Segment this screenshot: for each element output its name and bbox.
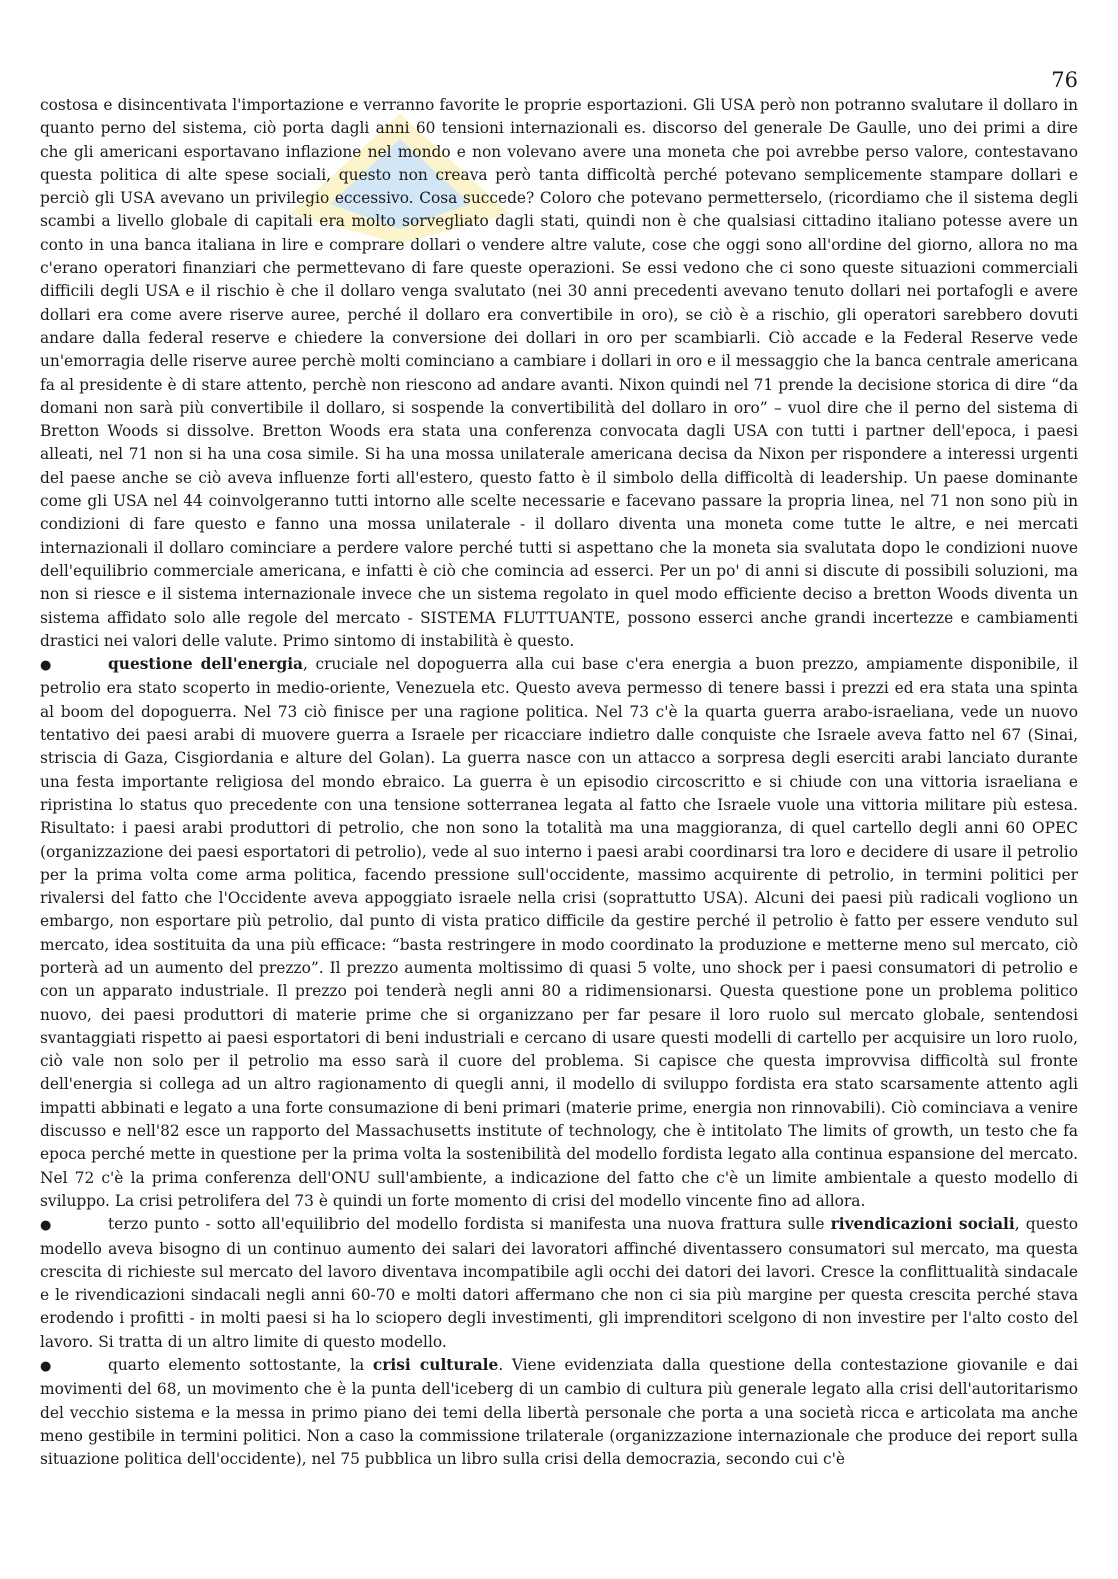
- document-body: [40, 94, 1078, 1472]
- list-item-culture: [40, 1354, 1078, 1471]
- bullet-icon: ●: [40, 1359, 52, 1375]
- list-item-energy: [40, 653, 1078, 1213]
- heading-energy: questione dell'energia: [108, 655, 304, 674]
- bullet-icon: ●: [40, 1218, 52, 1234]
- document-page: [40, 64, 1078, 1559]
- paragraph-culture-before: quarto elemento sottostante, la: [108, 1356, 373, 1375]
- paragraph-social-before: terzo punto - sotto all'equilibrio del modello fordista si manifesta una nuova frattura sulle: [108, 1215, 831, 1234]
- heading-social: rivendicazioni sociali: [830, 1215, 1015, 1234]
- page-number: 76: [1051, 68, 1078, 92]
- bullet-icon: ●: [40, 658, 52, 674]
- paragraph-intro: costosa e disincentivata l'importazione e verranno favorite le proprie esportazioni. Gli USA però non potranno svalutare il dollaro in quanto perno del sistema, ciò porta dagli anni 60 tensioni internazionali es. discorso del generale De Gaulle, uno dei primi a dire che gli americani esportavano inflazione nel mondo e non volevano avere una moneta che poi avrebbe perso valore, contestavano questa politica di alte spese sociali, questo non creava però tanta difficoltà perché potevano semplicemente stampare dollari e perciò gli USA avevano un privilegio eccessivo. Cosa succede? Coloro che potevano permetterselo, (ricordiamo che il sistema degli scambi a livello globale di capitali era molto sorvegliato dagli stati, quindi non è che qualsiasi cittadino italiano potesse avere un conto in una banca italiana in lire e comprare dollari o vendere altre valute, cose che oggi sono all'ordine del giorno, allora no ma c'erano operatori finanziari che permettevano di fare queste operazioni. Se essi vedono che ci sono queste situazioni commerciali difficili degli USA e il rischio è che il dollaro venga svalutato (nei 30 anni precedenti avevano tenuto dollari nei portafogli e avere dollari era come avere riserve auree, perché il dollaro era convertibile in oro), se ciò è a rischio, gli operatori sarebbero dovuti andare dalla federal reserve e chiedere la conversione dei dollari in oro per scambiarli. Ciò accade e la Federal Reserve vede un'emorragia delle riserve auree perchè molti cominciano a cambiare i dollari in oro e il messaggio che la banca centrale americana fa al presidente è di stare attento, perchè non riescono ad andare avanti. Nixon quindi nel 71 prende la decisione storica di dire “da domani non sarà più convertibile il dollaro, si sospende la convertibilità del dollaro in oro” – vuol dire che il perno del sistema di Bretton Woods si dissolve. Bretton Woods era stata una conferenza convocata dagli USA con tutti i partner dell'epoca, i paesi alleati, nel 71 non si ha una cosa simile. Si ha una mossa unilaterale americana decisa da Nixon per rispondere a interessi urgenti del paese anche se ciò aveva influenze forti all'estero, questo fatto è il simbolo della difficoltà di leadership. Un paese dominante come gli USA nel 44 coinvolgeranno tutti intorno alle scelte necessarie e facevano passare la propria linea, nel 71 non sono più in condizioni di fare questo e fanno una mossa unilaterale - il dollaro diventa una moneta come tutte le altre, e nei mercati internazionali il dollaro cominciare a perdere valore perché tutti si aspettano che la moneta sia svalutata dopo le condizioni nuove dell'equilibrio commerciale americana, e infatti è ciò che comincia ad esserci. Per un po' di anni si discute di possibili soluzioni, ma non si riesce e il sistema internazionale invece che un sistema regolato in quel modo efficiente deciso a bretton Woods diventa un sistema affidato solo alle regole del mercato - SISTEMA FLUTTUANTE, possono esserci anche grandi incertezze e cambiamenti drastici nei valori delle valute. Primo sintomo di instabilità è questo.: [40, 96, 1078, 650]
- paragraph-culture-after: . Viene evidenziata dalla questione della contestazione giovanile e dai movimenti del 68, un movimento che è la punta dell'iceberg di un cambio di cultura più generale legato alla crisi dell'autoritarismo del vecchio sistema e la messa in primo piano dei temi della libertà personale che porta a una società ricca e articolata ma anche meno gestibile in termini politici. Non a caso la commissione trilaterale (organizzazione internazionale che produce dei report sulla situazione politica dell'occidente), nel 75 pubblica un libro sulla crisi della democrazia, secondo cui c'è: [40, 1356, 1078, 1469]
- list-item-social: [40, 1213, 1078, 1354]
- paragraph-energy: , cruciale nel dopoguerra alla cui base c'era energia a buon prezzo, ampiamente disponibile, il petrolio era stato scoperto in medio-oriente, Venezuela etc. Questo aveva permesso di tenere bassi i prezzi ed era stata una spinta al boom del dopoguerra. Nel 73 ciò finisce per una ragione politica. Nel 73 c'è la quarta guerra arabo-israeliana, vede un nuovo tentativo dei paesi arabi di muovere guerra a Israele per ricacciare indietro dalle conquiste che Israele aveva fatto nel 67 (Sinai, striscia di Gaza, Cisgiordania e alture del Golan). La guerra nasce con un attacco a sorpresa degli eserciti arabi lanciato durante una festa importante religiosa del mondo ebraico. La guerra è un episodio circoscritto e si chiude con una vittoria israeliana e ripristina lo status quo precedente con una tensione sotterranea legata al fatto che Israele vuole una vittoria militare più estesa. Risultato: i paesi arabi produttori di petrolio, che non sono la totalità ma una maggioranza, di quel cartello degli anni 60 OPEC (organizzazione dei paesi esportatori di petrolio), vede al suo interno i paesi arabi coordinarsi tra loro e decidere di usare il petrolio per la prima volta come arma politica, facendo pressione sull'occidente, massimo acquirente di petrolio, in termini politici per rivalersi del fatto che l'Occidente aveva appoggiato israele nella crisi (soprattutto USA). Alcuni dei paesi più radicali vogliono un embargo, non esportare più petrolio, dal punto di vista pratico difficile da gestire perché il petrolio è fatto per essere venduto sul mercato, idea sostituita da una più efficace: “basta restringere in modo coordinato la produzione e metterne meno sul mercato, ciò porterà ad un aumento del prezzo”. Il prezzo aumenta moltissimo di quasi 5 volte, uno shock per i paesi consumatori di petrolio e con un apparato industriale. Il prezzo poi tenderà negli anni 80 a ridimensionarsi. Questa questione pone un problema politico nuovo, dei paesi produttori di materie prime che si organizzano per far pesare il loro ruolo sul mercato globale, sentendosi svantaggiati rispetto ai paesi esportatori di beni industriali e cercano di usare questi modelli di cartello per acquisire un loro ruolo, ciò vale non solo per il petrolio ma esso sarà il cuore del problema. Si capisce che questa improvvisa difficoltà sul fronte dell'energia si collega ad un altro ragionamento di quegli anni, il modello di sviluppo fordista era stato scarsamente attento agli impatti abbinati e legato a una forte consumazione di beni primari (materie prime, energia non rinnovabili). Ciò cominciava a venire discusso e nell'82 esce un rapporto del Massachusetts institute of technology, che è intitolato The limits of growth, un testo che fa epoca perché mette in questione per la prima volta la sostenibilità del modello fordista legato alla continua espansione del mercato. Nel 72 c'è la prima conferenza dell'ONU sull'ambiente, a indicazione del fatto che c'è un limite ambientale a questo modello di sviluppo. La crisi petrolifera del 73 è quindi un forte momento di crisi del modello vincente fino ad allora.: [40, 655, 1078, 1210]
- heading-culture: crisi culturale: [372, 1356, 499, 1375]
- paragraph-social-after: , questo modello aveva bisogno di un continuo aumento dei salari dei lavoratori affinché diventassero consumatori sul mercato, ma questa crescita di richieste sul mercato del lavoro diventava incompatibile agli occhi dei datori dei lavori. Cresce la conflittualità sindacale e le rivendicazioni sindacali negli anni 60-70 e molti datori affermano che non ci sia più margine per questa crescita perché stava erodendo i profitti - in molti paesi si ha lo sciopero degli investimenti, gli imprenditori scelgono di non investire per l'alto costo del lavoro. Si tratta di un altro limite di questo modello.: [40, 1215, 1078, 1351]
